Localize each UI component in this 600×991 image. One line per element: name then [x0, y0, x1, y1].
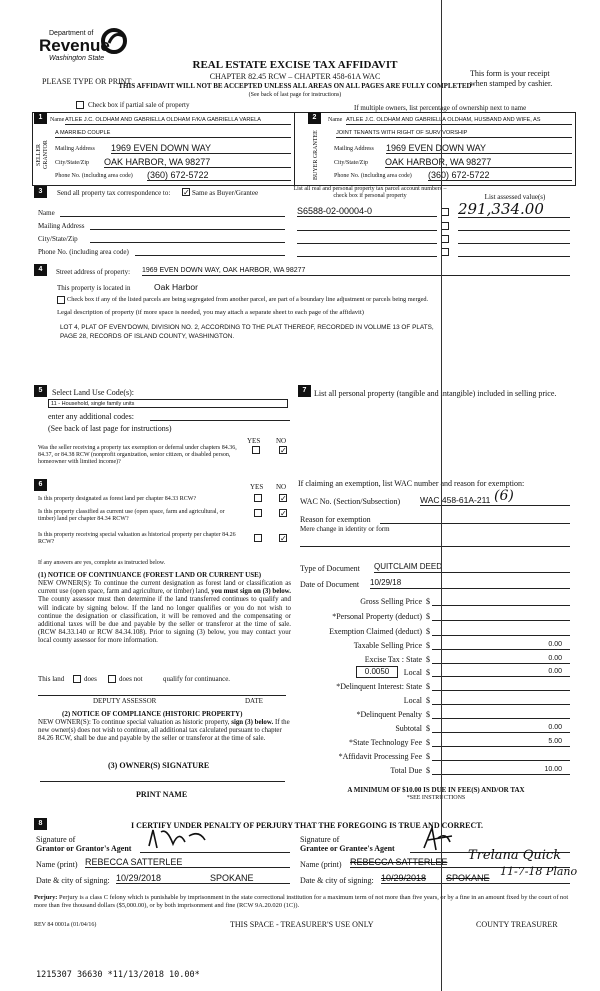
wac-label: WAC No. (Section/Subsection): [300, 497, 401, 506]
parcel-personal-checkbox-4[interactable]: [441, 248, 449, 256]
seller-grantor-label: SELLER GRANTOR: [36, 140, 49, 170]
sec3-mailing-label: Mailing Address: [38, 222, 85, 230]
form-title: REAL ESTATE EXCISE TAX AFFIDAVIT: [192, 59, 398, 71]
seller-name-label: Name: [50, 117, 65, 123]
local-value[interactable]: 0.00: [432, 667, 570, 677]
delinq-pen-dollar: $: [426, 710, 430, 719]
parcel-line-2[interactable]: [297, 230, 437, 231]
subtotal-value[interactable]: 0.00: [432, 723, 570, 733]
dept-state: Washington State: [49, 55, 105, 62]
tech-fee-label: *State Technology Fee: [348, 738, 422, 747]
land-label: This land: [38, 675, 65, 683]
sec6-q2-no[interactable]: ✓: [280, 509, 287, 518]
perjury-bold: Perjury:: [34, 894, 58, 901]
sec6-yes-header: YES: [250, 483, 264, 491]
tech-dollar: $: [426, 738, 430, 747]
notice1-a: NEW OWNER(S): To continue the current designation as forest land or classification as current use (open space, farm and agriculture, or timber) land,: [38, 580, 291, 596]
dept-name: Revenue: [39, 36, 110, 55]
section-2-badge: 2: [308, 112, 321, 124]
delinq-local-line[interactable]: [432, 704, 570, 705]
partial-sale-checkbox[interactable]: [76, 101, 84, 109]
grantee-city-field[interactable]: SPOKANE: [446, 873, 490, 883]
dept-small: Department of: [49, 30, 94, 37]
wac-field[interactable]: WAC 458-61A-211: [420, 495, 570, 506]
grantee-label: Grantee or Grantee's Agent: [300, 844, 395, 853]
excise-state-label: Excise Tax : State: [364, 655, 422, 664]
grantor-signature: [145, 826, 215, 852]
sec6-q1-yes[interactable]: [254, 494, 262, 502]
recording-stamp: 1215307 36630 *11/13/2018 10.00*: [36, 970, 200, 980]
treasurer-space: THIS SPACE - TREASURER'S USE ONLY: [230, 920, 374, 929]
seller-phone-label: Phone No. (including area code): [55, 173, 133, 179]
assessed-line-4[interactable]: [458, 256, 570, 257]
legal-description-line1[interactable]: LOT 4, PLAT OF EVEN'DOWN, DIVISION NO. 2, ACCORDING TO THE PLAT THEREOF, RECORDED IN VOLUME 13 OF PLATS,: [60, 324, 434, 331]
grantor-sig-label: Signature of: [36, 835, 76, 844]
land-use-label: Select Land Use Code(s):: [52, 388, 134, 397]
print-name-label: PRINT NAME: [136, 790, 188, 799]
multiple-owners-note: If multiple owners, list percentage of ownership next to name: [354, 104, 527, 112]
notice1-bold: you must sign on (3) below.: [211, 588, 292, 596]
notice2-a: NEW OWNER(S): To continue special valuation as historic property,: [38, 719, 230, 726]
doc-type-label: Type of Document: [300, 564, 360, 573]
total-due-label: Total Due: [390, 766, 422, 775]
delinq-local-dollar: $: [426, 696, 430, 705]
certify-statement: I CERTIFY UNDER PENALTY OF PERJURY THAT THE FOREGOING IS TRUE AND CORRECT.: [131, 821, 484, 830]
parcel-line-4[interactable]: [297, 256, 437, 257]
form-warning: THIS AFFIDAVIT WILL NOT BE ACCEPTED UNLESS ALL AREAS ON ALL PAGES ARE FULLY COMPLETED: [118, 82, 472, 90]
notice2-b: If the new owner(s) does not wish to continue, all additional tax calculated pursuant to chapter 84.26 RCW, shall be due and payable by the seller or transferor at the time of sale.: [38, 719, 290, 743]
reason-field[interactable]: Mere change in identity or form: [300, 525, 390, 533]
excise-state-dollar: $: [426, 655, 430, 664]
land-does-checkbox[interactable]: [73, 675, 81, 683]
tech-fee-value[interactable]: 5.00: [432, 737, 570, 747]
legal-description-line2[interactable]: PAGE 28, RECORDS OF ISLAND COUNTY, WASHINGTON.: [60, 333, 235, 340]
exemption-dollar: $: [426, 627, 430, 636]
parcel-personal-checkbox-3[interactable]: [441, 235, 449, 243]
gross-line[interactable]: [432, 605, 570, 606]
excise-state-value[interactable]: 0.00: [432, 654, 570, 664]
land-qualify-label: qualify for continuance.: [163, 675, 231, 683]
notice1-text: [38, 580, 291, 646]
taxable-dollar: $: [426, 641, 430, 650]
reason-line-2[interactable]: [300, 546, 570, 547]
grantor-date-field[interactable]: 10/29/2018: [116, 873, 290, 884]
sec6-no-header: NO: [276, 483, 287, 491]
parcel-number-field[interactable]: S6588-02-00004-0: [297, 206, 437, 217]
notice1-b: The county assessor must then determine if the land transferred continues to qualify and will indicate by signing below. If the land no longer qualifies or you do not wish to continue the designation or classification, it will be removed and the compensating or additional taxes will be due and payable by the seller or transferor at the time of sale. (RCW 84.33.140 or RCW 84.34.108). Prior to signing (3) below, you may contact your local county assessor for more information.: [38, 596, 291, 645]
grantee-date-handwritten: 11-7-18 Plano: [500, 865, 578, 878]
section-5-badge: 5: [34, 385, 47, 397]
seller-phone-field[interactable]: (360) 672-5722: [147, 170, 291, 181]
same-as-buyer-label: Same as Buyer/Grantee: [192, 189, 259, 197]
parcel-personal-checkbox-2[interactable]: [441, 222, 449, 230]
sec6-q3-yes[interactable]: [254, 534, 262, 542]
grantee-signature: [418, 826, 468, 852]
delinquent-penalty-label: *Delinquent Penalty: [356, 710, 422, 719]
grantor-name-field[interactable]: REBECCA SATTERLEE: [85, 857, 290, 868]
located-field[interactable]: Oak Harbor: [154, 282, 198, 292]
taxable-value[interactable]: 0.00: [432, 640, 570, 650]
owners-signature-line[interactable]: [40, 781, 285, 782]
affidavit-fee-line[interactable]: [432, 760, 570, 761]
notice1-title: (1) NOTICE OF CONTINUANCE (FOREST LAND OR CURRENT USE): [38, 571, 262, 579]
subtotal-label: Subtotal: [395, 724, 422, 733]
buyer-name-field-2[interactable]: JOINT TENANTS WITH RIGHT OF SURVIVORSHIP: [336, 130, 572, 138]
buyer-name-field[interactable]: ATLEE J.C. OLDHAM AND GABRIELLA OLDHAM, HUSBAND AND WIFE, AS: [346, 117, 572, 125]
sec5-see-back: (See back of last page for instructions): [48, 424, 172, 433]
same-as-buyer-checkbox[interactable]: ✓: [183, 188, 190, 197]
reason-label: Reason for exemption: [300, 515, 371, 524]
delinquent-interest-label: *Delinquent Interest: State: [336, 682, 422, 691]
sec6-q2-yes[interactable]: [254, 509, 262, 517]
deputy-assessor-line[interactable]: [38, 695, 286, 696]
deputy-assessor-label: DEPUTY ASSESSOR: [93, 697, 157, 705]
seller-address-label: Mailing Address: [55, 146, 95, 152]
parcel-personal-checkbox-1[interactable]: [441, 208, 449, 216]
delinq-pen-line[interactable]: [432, 718, 570, 719]
segregated-label: Check box if any of the listed parcels are being segregated from another parcel, are part of a boundary line adjustment or parcels being merged.: [67, 296, 429, 303]
personal-line[interactable]: [432, 620, 570, 621]
parcel-header: List all real and personal property tax parcel account numbers – check box if personal property: [293, 186, 447, 199]
rev-number: REV 84 0001a (01/04/16): [34, 922, 97, 928]
buyer-phone-field[interactable]: (360) 672-5722: [428, 170, 572, 181]
assessed-header: List assessed value(s): [484, 193, 546, 201]
buyer-city-label: City/State/Zip: [334, 160, 368, 166]
notice2-bold: sign (3) below.: [231, 719, 274, 726]
county-treasurer: COUNTY TREASURER: [476, 920, 558, 929]
seller-name-field[interactable]: ATLEE J.C. OLDHAM AND GABRIELLA OLDHAM F/K/A GABRIELLA VARELA: [65, 117, 291, 125]
partial-sale-label: Check box if partial sale of property: [88, 101, 190, 109]
sec5-no-checkbox[interactable]: ✓: [280, 446, 287, 455]
buyer-address-field[interactable]: 1969 EVEN DOWN WAY: [386, 143, 572, 154]
notice2-title: (2) NOTICE OF COMPLIANCE (HISTORIC PROPERTY): [62, 710, 243, 718]
sec6-if-yes: If any answers are yes, complete as instructed below.: [38, 560, 166, 566]
seller-name-field-2[interactable]: A MARRIED COUPLE: [55, 130, 291, 138]
minimum-notice: A MINIMUM OF $10.00 IS DUE IN FEE(S) AND/OR TAX: [347, 786, 525, 794]
subtotal-dollar: $: [426, 724, 430, 733]
grantor-date-label: Date & city of signing:: [36, 876, 110, 885]
receipt-line2: when stamped by cashier.: [470, 79, 553, 88]
total-dollar: $: [426, 766, 430, 775]
section-8-badge: 8: [34, 818, 47, 830]
doc-date-field[interactable]: 10/29/18: [370, 578, 570, 589]
fold-line: [441, 0, 442, 991]
grantor-name-label: Name (print): [36, 860, 78, 869]
section-6-badge: 6: [34, 479, 47, 491]
sec5-no-header: NO: [276, 437, 287, 445]
land-use-code-field[interactable]: 11 - Household, single family units: [48, 399, 288, 408]
buyer-name-label: Name: [328, 117, 343, 123]
grantee-date-field[interactable]: 10/29/2018: [381, 873, 570, 884]
deputy-date-label: DATE: [245, 697, 263, 705]
assessed-value-field[interactable]: 291,334.00: [458, 202, 570, 218]
land-qualify-row: [38, 675, 64, 683]
receipt-line1: This form is your receipt: [470, 69, 550, 78]
seller-city-field[interactable]: OAK HARBOR, WA 98277: [104, 157, 291, 168]
local-rate-field[interactable]: 0.0050: [356, 666, 398, 678]
delinq-int-line[interactable]: [432, 690, 570, 691]
grantor-signature-line[interactable]: [140, 852, 290, 853]
owners-signature-label: (3) OWNER(S) SIGNATURE: [108, 761, 210, 770]
sec6-q1-no[interactable]: ✓: [280, 494, 287, 503]
revenue-logo: [35, 27, 130, 67]
wac-handwritten: (6): [494, 488, 514, 504]
grantee-name-field[interactable]: REBECCA SATTERLEE: [350, 857, 570, 868]
delinq-int-dollar: $: [426, 682, 430, 691]
land-does-label: does: [84, 675, 97, 683]
section-3-badge: 3: [34, 186, 47, 198]
local-label: Local: [403, 668, 422, 677]
taxable-label: Taxable Selling Price: [353, 641, 422, 650]
sec3-mailing-line[interactable]: [90, 229, 285, 230]
see-back: (See back of last page for instructions): [248, 92, 342, 98]
sec5-yes-checkbox[interactable]: [252, 446, 260, 454]
grantee-name-handwritten: Trelana Quick: [468, 848, 562, 863]
total-due-value[interactable]: 10.00: [432, 765, 570, 775]
doc-type-field[interactable]: QUITCLAIM DEED: [374, 562, 570, 573]
located-label: This property is located in: [57, 284, 131, 292]
personal-dollar: $: [426, 612, 430, 621]
reason-line[interactable]: [380, 523, 570, 524]
sec3-name-line[interactable]: [60, 216, 285, 217]
sec3-phone-line[interactable]: [135, 255, 285, 256]
sec3-phone-label: Phone No. (including area code): [38, 248, 129, 256]
local-dollar: $: [426, 668, 430, 677]
personal-label: *Personal Property (deduct): [332, 612, 422, 621]
land-does-not-checkbox[interactable]: [108, 675, 116, 683]
grantor-city-field[interactable]: SPOKANE: [210, 873, 254, 883]
additional-codes-line[interactable]: [150, 420, 290, 421]
exemption-question: If claiming an exemption, list WAC number and reason for exemption:: [298, 479, 525, 488]
buyer-address-label: Mailing Address: [334, 146, 374, 152]
segregated-checkbox[interactable]: [57, 296, 65, 304]
gross-dollar: $: [426, 597, 430, 606]
exemption-claimed-label: Exemption Claimed (deduct): [329, 627, 422, 636]
buyer-grantee-label: BUYER GRANTEE: [313, 130, 319, 180]
seller-city-label: City/State/Zip: [55, 160, 89, 166]
sec5-yes-header: YES: [247, 437, 261, 445]
form-chapter: CHAPTER 82.45 RCW – CHAPTER 458-61A WAC: [209, 72, 381, 81]
sec6-q1: Is this property designated as forest land per chapter 84.33 RCW?: [38, 496, 197, 502]
sec6-q2: Is this property classified as current use (open space, farm and agricultural, or timber) land per chapter 84.34 RCW?: [38, 509, 225, 522]
exemption-line[interactable]: [432, 635, 570, 636]
perjury-notice: [34, 894, 574, 910]
affidavit-fee-label: *Affidavit Processing Fee: [338, 752, 422, 761]
notice2-text: [38, 719, 291, 744]
please-type: PLEASE TYPE OR PRINT: [42, 77, 132, 86]
street-field[interactable]: 1969 EVEN DOWN WAY, OAK HARBOR, WA 98277: [142, 266, 570, 276]
sec3-city-line[interactable]: [90, 242, 285, 243]
buyer-phone-label: Phone No. (including area code): [334, 173, 412, 179]
see-instructions: *SEE INSTRUCTIONS: [406, 795, 466, 801]
legal-label: Legal description of property (if more space is needed, you may attach a separate sheet to each page of the affidavit): [57, 309, 364, 316]
delinquent-local-label: Local: [403, 696, 422, 705]
section-4-badge: 4: [34, 264, 47, 276]
grantee-name-label: Name (print): [300, 860, 342, 869]
personal-property-label: List all personal property (tangible and intangible) included in selling price.: [314, 389, 557, 398]
parcel-line-3[interactable]: [297, 243, 437, 244]
additional-codes-label: enter any additional codes:: [48, 412, 134, 421]
assessed-line-2[interactable]: [458, 230, 570, 231]
grantor-label: Grantor or Grantor's Agent: [36, 844, 132, 853]
sec3-city-label: City/State/Zip: [38, 235, 78, 243]
grantee-sig-label: Signature of: [300, 835, 340, 844]
seller-address-field[interactable]: 1969 EVEN DOWN WAY: [111, 143, 291, 154]
sec6-q3: Is this property receiving special valuation as historical property per chapter 84.26 RCW?: [38, 532, 236, 545]
doc-date-label: Date of Document: [300, 580, 360, 589]
section-1-badge: 1: [34, 112, 47, 124]
affidavit-dollar: $: [426, 752, 430, 761]
gross-label: Gross Selling Price: [360, 597, 422, 606]
send-correspondence-label: Send all property tax correspondence to:: [57, 189, 171, 197]
assessed-line-3[interactable]: [458, 243, 570, 244]
grantee-date-label: Date & city of signing:: [300, 876, 374, 885]
sec6-q3-no[interactable]: ✓: [280, 534, 287, 543]
revenue-swoosh-icon: [101, 27, 127, 55]
sec3-name-label: Name: [38, 209, 55, 217]
section-7-badge: 7: [298, 385, 311, 397]
land-does-not-label: does not: [119, 675, 143, 683]
sec5-question: Was the seller receiving a property tax exemption or deferral under chapters 84.36, 84.37, or 84.38 RCW (nonprofit organization, senior citizen, or disabled person, homeowner with limited income)?: [38, 445, 237, 465]
buyer-city-field[interactable]: OAK HARBOR, WA 98277: [385, 157, 572, 168]
street-label: Street address of property:: [56, 268, 131, 276]
perjury-text: Perjury is a class C felony which is punishable by imprisonment in the state correctional institution for a maximum term of not more than five years, or by a fine in an amount fixed by the court of not more than five thousand dollars ($5,000.00), or by both imprisonment and fine (RCW 9A.20.020 (1C)).: [34, 894, 569, 909]
